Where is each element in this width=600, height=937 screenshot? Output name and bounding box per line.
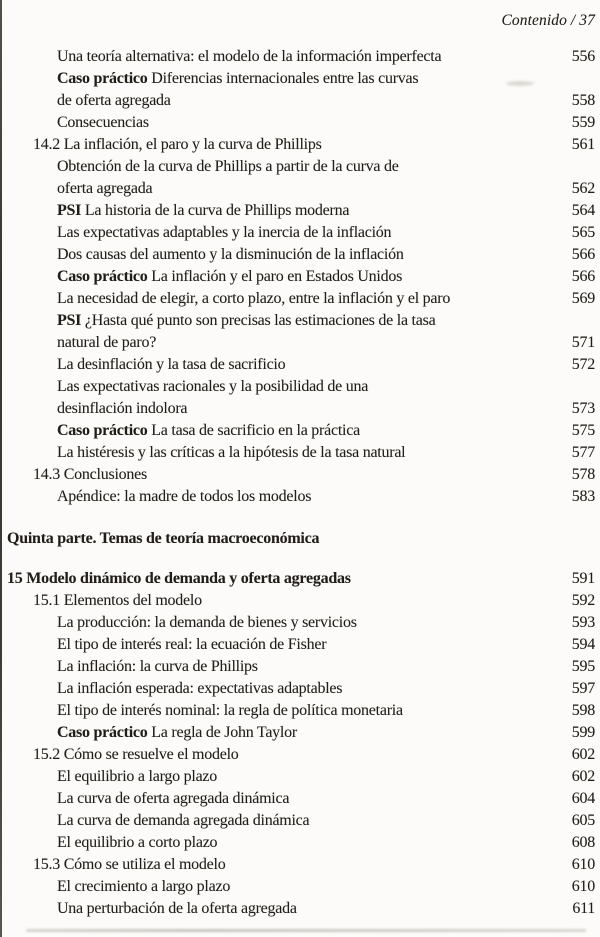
toc-row — [0, 486, 600, 508]
toc-entry — [0, 464, 549, 486]
toc-row — [0, 222, 600, 244]
toc-entry-title: La inflación, el paro y la curva de Phillips — [63, 136, 322, 153]
scan-smudge-bottom — [26, 929, 586, 932]
toc-page-number: 571 — [571, 334, 595, 351]
toc-page-number: 556 — [571, 48, 595, 65]
toc-page-number: 599 — [571, 724, 595, 741]
toc-entry-title: Conclusiones — [63, 466, 147, 483]
toc-entry — [0, 310, 549, 332]
toc-entry-title: Apéndice: la madre de todos los modelos — [57, 488, 312, 505]
toc-entry-title: Modelo dinámico de demanda y oferta agregadas — [26, 570, 351, 587]
toc-page-number: 569 — [571, 290, 595, 307]
toc-entry-title: Elementos del modelo — [63, 592, 202, 609]
toc-entry — [0, 222, 549, 244]
toc-page-number: 575 — [571, 422, 595, 439]
toc-row — [0, 854, 600, 876]
toc-entry — [0, 442, 549, 464]
toc-entry-title: El crecimiento a largo plazo — [57, 878, 231, 895]
toc-row — [0, 112, 600, 134]
toc-entry-title: ¿Hasta qué punto son precisas las estimaciones de la tasa — [84, 312, 436, 329]
toc-page-number: 573 — [571, 400, 595, 417]
toc-entry — [0, 244, 549, 266]
toc-entry-bold-prefix: PSI — [57, 312, 82, 329]
toc-row — [0, 528, 600, 550]
toc-row — [0, 68, 600, 90]
toc-entry-bold-prefix: Caso práctico — [57, 724, 148, 741]
toc-entry — [0, 112, 549, 134]
toc-entry — [0, 634, 549, 656]
toc-entry — [0, 700, 549, 722]
toc-row — [0, 442, 600, 464]
toc-entry — [0, 266, 549, 288]
toc-entry — [0, 156, 549, 178]
toc-entry-number: 15 — [7, 570, 23, 587]
toc-row — [0, 156, 600, 178]
running-header: Contenido / 37 — [501, 12, 595, 29]
toc-entry-title: Obtención de la curva de Phillips a partir de la curva de — [57, 158, 399, 175]
toc-entry — [0, 178, 549, 200]
toc-page-number: 608 — [571, 834, 595, 851]
toc-entry-title: El equilibrio a corto plazo — [57, 834, 218, 851]
toc-entry-title: La histéresis y las críticas a la hipótesis de la tasa natural — [57, 444, 406, 461]
toc-entry-title: Cómo se resuelve el modelo — [63, 746, 239, 763]
toc-row — [0, 568, 600, 590]
toc-entry-title: El equilibrio a largo plazo — [57, 768, 218, 785]
toc-entry-title: Quinta parte. Temas de teoría macroeconómica — [7, 530, 320, 547]
toc-page-number: 577 — [571, 444, 595, 461]
toc-page-number: 565 — [571, 224, 595, 241]
toc-page-number: 566 — [571, 246, 595, 263]
toc-row — [0, 898, 600, 920]
toc-entry-title: Diferencias internacionales entre las curvas — [151, 70, 419, 87]
toc-page-number: 610 — [571, 878, 595, 895]
toc-entry — [0, 68, 549, 90]
toc-row — [0, 464, 600, 486]
toc-row — [0, 244, 600, 266]
toc-page-number: 594 — [571, 636, 595, 653]
toc-page-number: 595 — [571, 658, 595, 675]
toc-page-number: 602 — [571, 746, 595, 763]
toc-entry — [0, 656, 549, 678]
toc-entry — [0, 528, 549, 550]
toc-page-number: 558 — [571, 92, 595, 109]
toc-row — [0, 200, 600, 222]
toc-row — [0, 722, 600, 744]
toc-entry — [0, 376, 549, 398]
toc-entry-title: La curva de demanda agregada dinámica — [57, 812, 310, 829]
toc-entry — [0, 678, 549, 700]
toc-row — [0, 46, 600, 68]
toc-page-number: 592 — [571, 592, 595, 609]
toc-page-number: 597 — [571, 680, 595, 697]
toc-row — [0, 744, 600, 766]
toc-entry-bold-prefix: Caso práctico — [57, 70, 148, 87]
toc-row — [0, 90, 600, 112]
toc-row — [0, 876, 600, 898]
toc-entry-title: La inflación esperada: expectativas adaptables — [57, 680, 343, 697]
toc-entry — [0, 354, 549, 376]
toc-row — [0, 354, 600, 376]
toc-row — [0, 310, 600, 332]
toc-entry-title: La inflación: la curva de Phillips — [57, 658, 258, 675]
toc-entry-bold-prefix: Caso práctico — [57, 268, 148, 285]
toc-row — [0, 420, 600, 442]
toc-row — [0, 612, 600, 634]
toc-entry — [0, 420, 549, 442]
toc-entry — [0, 744, 549, 766]
toc-page-number: 561 — [571, 136, 595, 153]
toc-row — [0, 810, 600, 832]
toc-entry — [0, 200, 549, 222]
toc-entry — [0, 898, 549, 920]
toc-row — [0, 700, 600, 722]
toc-entry-title: La historia de la curva de Phillips moderna — [84, 202, 350, 219]
toc-entry-bold-prefix: Caso práctico — [57, 422, 148, 439]
toc-page-number: 566 — [571, 268, 595, 285]
toc-page-number: 562 — [571, 180, 595, 197]
toc-entry-title: natural de paro? — [57, 334, 157, 351]
toc-row — [0, 398, 600, 420]
toc-entry — [0, 810, 549, 832]
toc-row — [0, 678, 600, 700]
toc-entry — [0, 332, 549, 354]
toc-entry-title: La tasa de sacrificio en la práctica — [151, 422, 360, 439]
toc-page-number: 610 — [571, 856, 595, 873]
toc-entry — [0, 398, 549, 420]
toc-row — [0, 266, 600, 288]
toc-entry — [0, 568, 549, 590]
toc-row — [0, 656, 600, 678]
toc-entry-title: de oferta agregada — [57, 92, 171, 109]
toc-entry — [0, 854, 549, 876]
toc-entry-title: Una perturbación de la oferta agregada — [57, 900, 297, 917]
toc-entry — [0, 590, 549, 612]
toc-entry-number: 14.2 — [33, 136, 60, 153]
toc-entry — [0, 832, 549, 854]
toc-page-number: 593 — [571, 614, 595, 631]
toc-row — [0, 832, 600, 854]
toc-entry-title: El tipo de interés real: la ecuación de Fisher — [57, 636, 327, 653]
toc-entry-title: Dos causas del aumento y la disminución de la inflación — [57, 246, 404, 263]
toc-row — [0, 332, 600, 354]
toc-entry-title: El tipo de interés nominal: la regla de política monetaria — [57, 702, 403, 719]
toc-entry-number: 15.3 — [33, 856, 60, 873]
toc-page-number: 602 — [571, 768, 595, 785]
toc-entry-title: Consecuencias — [57, 114, 149, 131]
toc-row — [0, 178, 600, 200]
toc-entry — [0, 722, 549, 744]
toc-entry-title: La necesidad de elegir, a corto plazo, entre la inflación y el paro — [57, 290, 451, 307]
toc-row — [0, 634, 600, 656]
table-of-contents — [0, 46, 600, 920]
toc-page-number: 611 — [572, 900, 595, 917]
toc-entry-title: Las expectativas adaptables y la inercia de la inflación — [57, 224, 392, 241]
toc-entry-title: La curva de oferta agregada dinámica — [57, 790, 290, 807]
toc-entry — [0, 766, 549, 788]
toc-page-number: 591 — [571, 570, 595, 587]
toc-row — [0, 376, 600, 398]
toc-page-number: 583 — [571, 488, 595, 505]
toc-entry-number: 15.1 — [33, 592, 60, 609]
toc-entry-title: La inflación y el paro en Estados Unidos — [151, 268, 403, 285]
toc-entry-title: Cómo se utiliza el modelo — [63, 856, 226, 873]
toc-entry — [0, 134, 549, 156]
toc-entry-title: Las expectativas racionales y la posibilidad de una — [57, 378, 369, 395]
toc-entry — [0, 876, 549, 898]
toc-entry-title: Una teoría alternativa: el modelo de la información imperfecta — [57, 48, 442, 65]
toc-page-number: 564 — [571, 202, 595, 219]
toc-page-number: 598 — [571, 702, 595, 719]
toc-entry-title: oferta agregada — [57, 180, 153, 197]
toc-row — [0, 590, 600, 612]
toc-entry-number: 14.3 — [33, 466, 60, 483]
toc-page-number: 572 — [571, 356, 595, 373]
toc-entry — [0, 90, 549, 112]
toc-page-number: 578 — [571, 466, 595, 483]
toc-entry — [0, 46, 549, 68]
toc-page-number: 559 — [571, 114, 595, 131]
toc-row — [0, 788, 600, 810]
toc-page-number: 604 — [571, 790, 595, 807]
toc-page-number: 605 — [571, 812, 595, 829]
toc-entry-title: La producción: la demanda de bienes y servicios — [57, 614, 357, 631]
toc-entry-title: La desinflación y la tasa de sacrificio — [57, 356, 286, 373]
toc-entry-number: 15.2 — [33, 746, 60, 763]
toc-entry-bold-prefix: PSI — [57, 202, 82, 219]
toc-entry — [0, 788, 549, 810]
toc-entry-title: desinflación indolora — [57, 400, 188, 417]
toc-row — [0, 288, 600, 310]
toc-entry — [0, 486, 549, 508]
toc-row — [0, 134, 600, 156]
toc-row — [0, 766, 600, 788]
toc-entry-title: La regla de John Taylor — [151, 724, 297, 741]
toc-entry — [0, 288, 549, 310]
toc-entry — [0, 612, 549, 634]
